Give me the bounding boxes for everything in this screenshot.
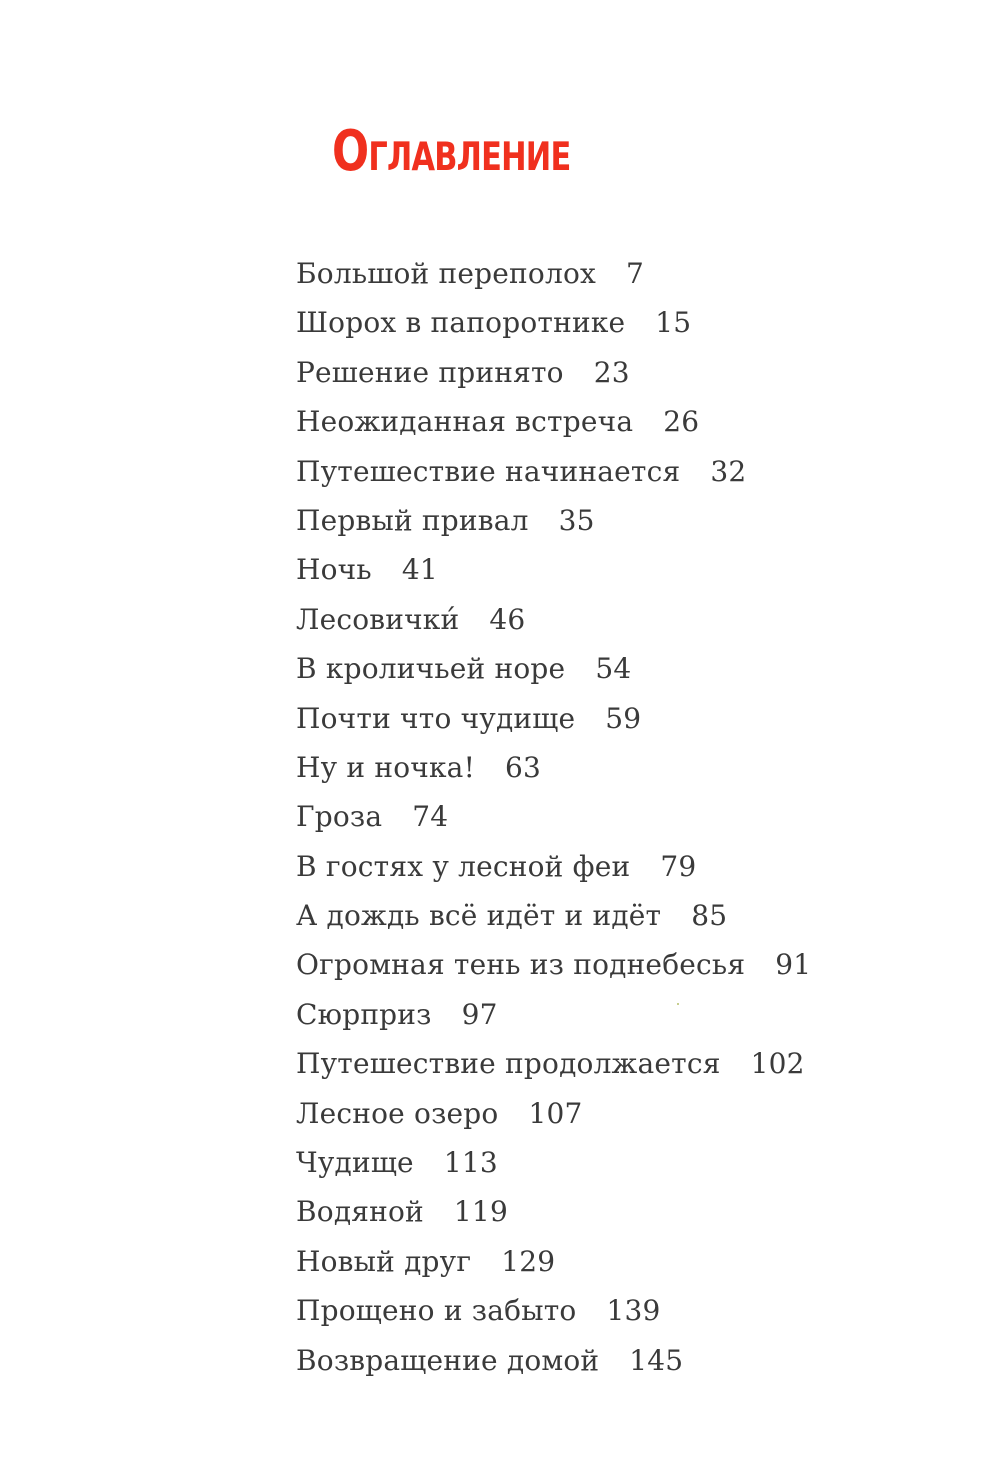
toc-entry-title: Лесное озеро [296,1096,499,1130]
toc-entry [296,1089,811,1138]
toc-entry-page: 32 [710,454,747,488]
toc-entry-title: Чудище [296,1146,414,1180]
toc-entry-page: 23 [593,355,630,389]
toc-entry [296,298,811,347]
toc-entry [296,249,811,298]
toc-entry [296,397,811,446]
toc-entry [296,1187,811,1236]
toc-entry-title: Прощено и забыто [296,1294,577,1328]
toc-entry-title: Ночь [296,553,372,587]
toc-entry-page: 15 [655,306,692,340]
toc-entry [296,1286,811,1335]
toc-entry-title: А дождь всё идёт и идёт [296,899,662,933]
toc-entry-title: Большой переполох [296,257,596,290]
toc-entry-title: В кроличьей норе [296,652,566,686]
toc-entry-page: 119 [453,1195,508,1229]
toc-entry-page: 63 [505,750,542,784]
toc-entry-title: Водяной [296,1195,424,1229]
toc-entry-title: В гостях у лесной феи [296,849,631,883]
toc-entry-page: 107 [528,1096,583,1130]
toc-entry-title: Шорох в папоротнике [296,306,626,340]
toc-entry-title: Почти что чудище [296,701,576,735]
toc-entry-title: Лесовички́ [296,602,460,636]
toc-entry-page: 97 [461,997,498,1031]
page-title: Оглавление [332,119,571,184]
toc-entry-page: 145 [629,1343,684,1377]
toc-entry [296,1237,811,1286]
toc-entry-page: 129 [501,1244,556,1278]
toc-entry [296,348,811,397]
table-of-contents [296,249,811,1385]
toc-entry-page: 54 [595,652,632,686]
toc-entry [296,545,811,594]
toc-entry-page: 46 [489,602,526,636]
toc-entry [296,940,811,989]
toc-entry-title: Сюрприз [296,997,432,1031]
toc-entry-page: 41 [401,553,438,587]
toc-entry [296,1336,811,1385]
toc-entry-page: 85 [691,899,728,933]
toc-entry-title: Решение принято [296,355,564,389]
toc-entry-title: Первый привал [296,503,529,537]
toc-entry-page: 7 [626,257,645,290]
toc-entry-title: Новый друг [296,1244,472,1278]
toc-entry-page: 102 [750,1047,805,1081]
toc-entry [296,792,811,841]
toc-entry-title: Неожиданная встреча [296,405,634,439]
toc-entry-page: 79 [660,849,697,883]
toc-entry [296,644,811,693]
toc-entry-page: 35 [558,503,595,537]
toc-entry [296,1138,811,1187]
toc-entry [296,990,811,1039]
toc-entry-title: Путешествие продолжается [296,1047,721,1081]
toc-entry-page: 26 [663,405,700,439]
toc-entry-title: Огромная тень из поднебесья [296,948,746,982]
toc-entry-title: Возвращение домой [296,1343,600,1377]
toc-entry [296,842,811,891]
toc-entry [296,891,811,940]
toc-entry-title: Гроза [296,800,383,834]
toc-entry [296,694,811,743]
toc-entry [296,447,811,496]
toc-entry-page: 113 [443,1146,498,1180]
toc-entry [296,496,811,545]
toc-entry-title: Путешествие начинается [296,454,681,488]
toc-entry-title: Ну и ночка! [296,750,476,784]
toc-entry-page: 91 [775,948,812,982]
toc-entry [296,743,811,792]
toc-entry-page: 74 [412,800,449,834]
toc-entry [296,1039,811,1088]
print-speck [677,1003,679,1005]
toc-entry-page: 59 [605,701,642,735]
toc-entry [296,595,811,644]
toc-entry-page: 139 [606,1294,661,1328]
